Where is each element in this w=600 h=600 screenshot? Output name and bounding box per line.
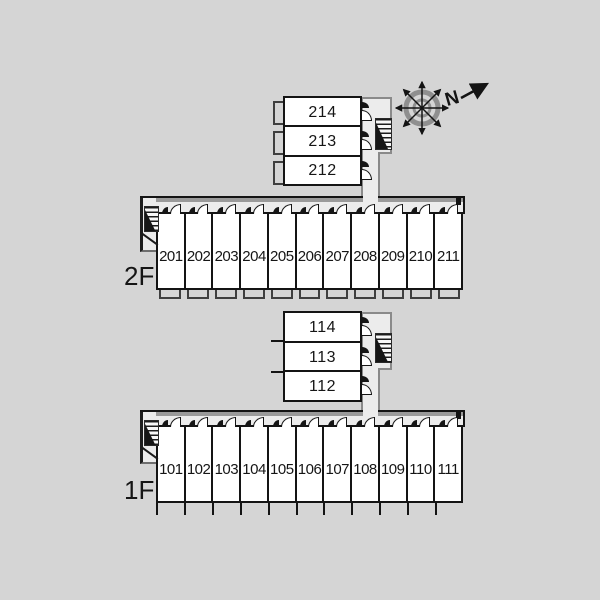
door-swing-icon — [439, 204, 459, 214]
door-swing-icon — [362, 131, 372, 151]
balcony — [438, 290, 460, 299]
room-210: 210 — [408, 214, 436, 288]
room-105: 105 — [269, 427, 297, 501]
balcony — [410, 290, 432, 299]
door-swing-icon — [384, 417, 404, 427]
balcony — [273, 131, 283, 155]
room-212: 212 — [285, 157, 360, 184]
door-swing-icon — [411, 417, 431, 427]
room-106: 106 — [297, 427, 325, 501]
room-112: 112 — [285, 372, 360, 400]
door-swing-icon — [356, 204, 376, 214]
balcony — [187, 290, 209, 299]
terrace-dividers-1f — [156, 503, 463, 515]
staircase-icon — [144, 206, 159, 232]
room-102: 102 — [186, 427, 214, 501]
door-swing-icon — [439, 417, 459, 427]
room-208: 208 — [352, 214, 380, 288]
room-107: 107 — [324, 427, 352, 501]
room-201: 201 — [158, 214, 186, 288]
room-108: 108 — [352, 427, 380, 501]
terrace-divider — [271, 371, 283, 373]
staircase-icon — [375, 118, 392, 150]
door-swing-icon — [300, 204, 320, 214]
room-113: 113 — [285, 343, 360, 373]
floor-label-1f: 1F — [124, 475, 155, 505]
north-label: N — [442, 86, 462, 111]
room-103: 103 — [213, 427, 241, 501]
room-202: 202 — [186, 214, 214, 288]
terrace-divider — [271, 340, 283, 342]
room-209: 209 — [380, 214, 408, 288]
balcony — [271, 290, 293, 299]
door-swing-icon — [328, 204, 348, 214]
door-swing-icon — [411, 204, 431, 214]
rooms-2f — [156, 212, 463, 290]
door-swing-icon — [273, 417, 293, 427]
door-swing-icon — [362, 102, 372, 122]
door-swing-icon — [300, 417, 320, 427]
room-206: 206 — [297, 214, 325, 288]
staircase-icon — [375, 333, 392, 363]
balcony — [215, 290, 237, 299]
room-114: 114 — [285, 313, 360, 343]
room-207: 207 — [324, 214, 352, 288]
balcony — [243, 290, 265, 299]
door-swing-icon — [245, 204, 265, 214]
room-111: 111 — [435, 427, 461, 501]
door-swing-icon — [362, 347, 372, 367]
floor-label-2f: 2F — [124, 261, 155, 291]
room-101: 101 — [158, 427, 186, 501]
room-211: 211 — [435, 214, 461, 288]
balcony — [382, 290, 404, 299]
room-214: 214 — [285, 98, 360, 127]
door-swing-icon — [362, 317, 372, 337]
balcony — [354, 290, 376, 299]
balcony — [273, 161, 283, 185]
room-204: 204 — [241, 214, 269, 288]
door-swing-icon — [384, 204, 404, 214]
door-swing-icon — [217, 204, 237, 214]
door-swing-icon — [328, 417, 348, 427]
room-104: 104 — [241, 427, 269, 501]
staircase-icon — [144, 420, 159, 446]
door-swing-icon — [273, 204, 293, 214]
balcony — [299, 290, 321, 299]
wing-2f — [283, 96, 362, 186]
room-205: 205 — [269, 214, 297, 288]
rooms-1f — [156, 425, 463, 503]
door-swing-icon — [362, 161, 372, 181]
door-swing-icon — [245, 417, 265, 427]
door-swing-icon — [356, 417, 376, 427]
balcony — [326, 290, 348, 299]
room-203: 203 — [213, 214, 241, 288]
room-213: 213 — [285, 127, 360, 156]
compass-icon — [388, 70, 502, 144]
door-swing-icon — [362, 376, 372, 396]
balcony — [159, 290, 181, 299]
room-110: 110 — [408, 427, 436, 501]
balcony-strip-2f — [156, 290, 463, 299]
wing-1f — [283, 311, 362, 402]
door-swing-icon — [217, 417, 237, 427]
door-swing-icon — [189, 204, 209, 214]
balcony — [273, 101, 283, 125]
room-109: 109 — [380, 427, 408, 501]
door-swing-icon — [189, 417, 209, 427]
door-swing-icon — [162, 417, 182, 427]
door-swing-icon — [162, 204, 182, 214]
